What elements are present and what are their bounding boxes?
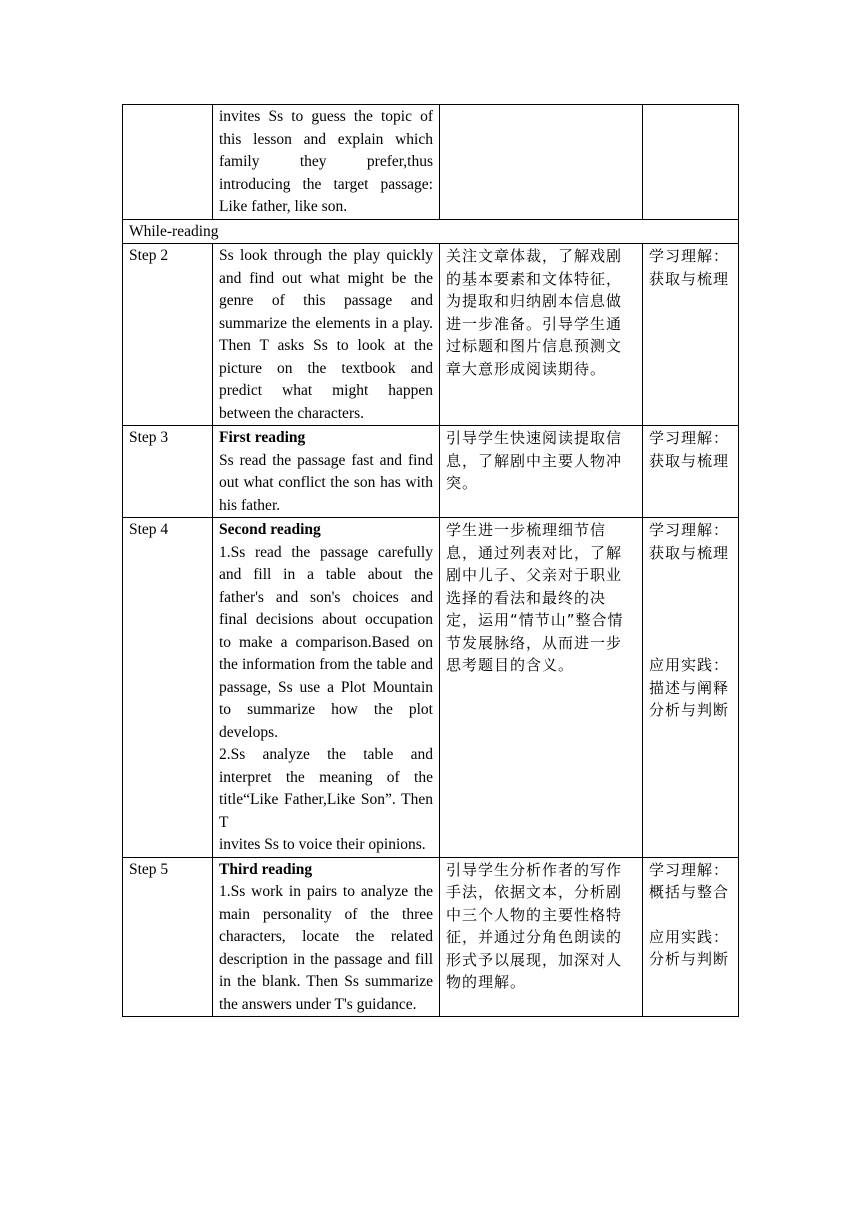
purpose-cell: 学生进一步梳理细节信息，通过列表对比，了解剧中儿子、父亲对于职业选择的看法和最终的决定，运用“情节山”整合情节发展脉络，从而进一步思考题目的含义。 <box>440 518 643 858</box>
step-cell: Step 5 <box>123 857 213 1017</box>
spacer <box>649 564 732 654</box>
table-row-step5 <box>123 857 739 1017</box>
table-row-intro <box>123 105 739 220</box>
purpose-cell: 引导学生分析作者的写作手法，依据文本，分析剧中三个人物的主要性格特征，并通过分角色朗读的形式予以展现，加深对人物的理解。 <box>440 857 643 1017</box>
ability-cell: 学习理解：获取与梳理 <box>643 426 739 518</box>
activity-heading: Second reading <box>219 521 321 538</box>
step-cell <box>123 105 213 220</box>
ability-text-3: 分析与判断 <box>649 701 730 719</box>
activity-text-2: 2.Ss analyze the table and interpret the meaning of the title“Like Father,Like Son”. Then T <box>219 746 433 831</box>
step-cell: Step 3 <box>123 426 213 518</box>
activity-text-1: 1.Ss read the passage carefully and fill in a table about the father's and son's choices and final decisions about occupation to make a comparison.Based on the information from the table and passage, Ss use a Plot Mountain to summarize how the plot develops. <box>219 543 433 741</box>
ability-text-2: 应用实践：描述与阐释 <box>649 656 730 697</box>
activity-heading: First reading <box>219 429 306 446</box>
purpose-cell: 关注文章体裁，了解戏剧的基本要素和文体特征，为提取和归纳剧本信息做进一步准备。引导学生通过标题和图片信息预测文章大意形成阅读期待。 <box>440 244 643 426</box>
ability-cell <box>643 518 739 858</box>
spacer <box>649 904 732 926</box>
ability-cell <box>643 857 739 1017</box>
activity-cell <box>213 426 440 518</box>
section-row <box>123 219 739 244</box>
activity-text-3: invites Ss to voice their opinions. <box>219 836 426 853</box>
table-row-step2 <box>123 244 739 426</box>
ability-text-1: 学习理解：获取与梳理 <box>649 521 730 562</box>
table-row-step4 <box>123 518 739 858</box>
activity-cell: Ss look through the play quickly and find out what might be the genre of this passage and summarize the elements in a play. Then T asks Ss to look at the picture on the textbook and predict what might happen between the characters. <box>213 244 440 426</box>
activity-cell: invites Ss to guess the topic of this lesson and explain which family they prefer,thus introducing the target passage: Like father, like son. <box>213 105 440 220</box>
activity-text: 1.Ss work in pairs to analyze the main personality of the three characters, locate the related description in the passage and fill in the blank. Then Ss summarize the answers under T's guidance. <box>219 883 433 1013</box>
activity-cell <box>213 857 440 1017</box>
purpose-cell <box>440 105 643 220</box>
ability-cell: 学习理解：获取与梳理 <box>643 244 739 426</box>
activity-text: Ss read the passage fast and find out what conflict the son has with his father. <box>219 451 433 514</box>
section-label: While-reading <box>123 219 739 244</box>
activity-heading: Third reading <box>219 860 313 878</box>
ability-text-2: 应用实践：分析与判断 <box>649 927 730 968</box>
table-row-step3 <box>123 426 739 518</box>
step-cell: Step 4 <box>123 518 213 858</box>
step-cell: Step 2 <box>123 244 213 426</box>
activity-cell <box>213 518 440 858</box>
purpose-cell: 引导学生快速阅读提取信息，了解剧中主要人物冲突。 <box>440 426 643 518</box>
ability-cell <box>643 105 739 220</box>
lesson-plan-table <box>122 104 739 1017</box>
ability-text-1: 学习理解：概括与整合 <box>649 860 730 901</box>
